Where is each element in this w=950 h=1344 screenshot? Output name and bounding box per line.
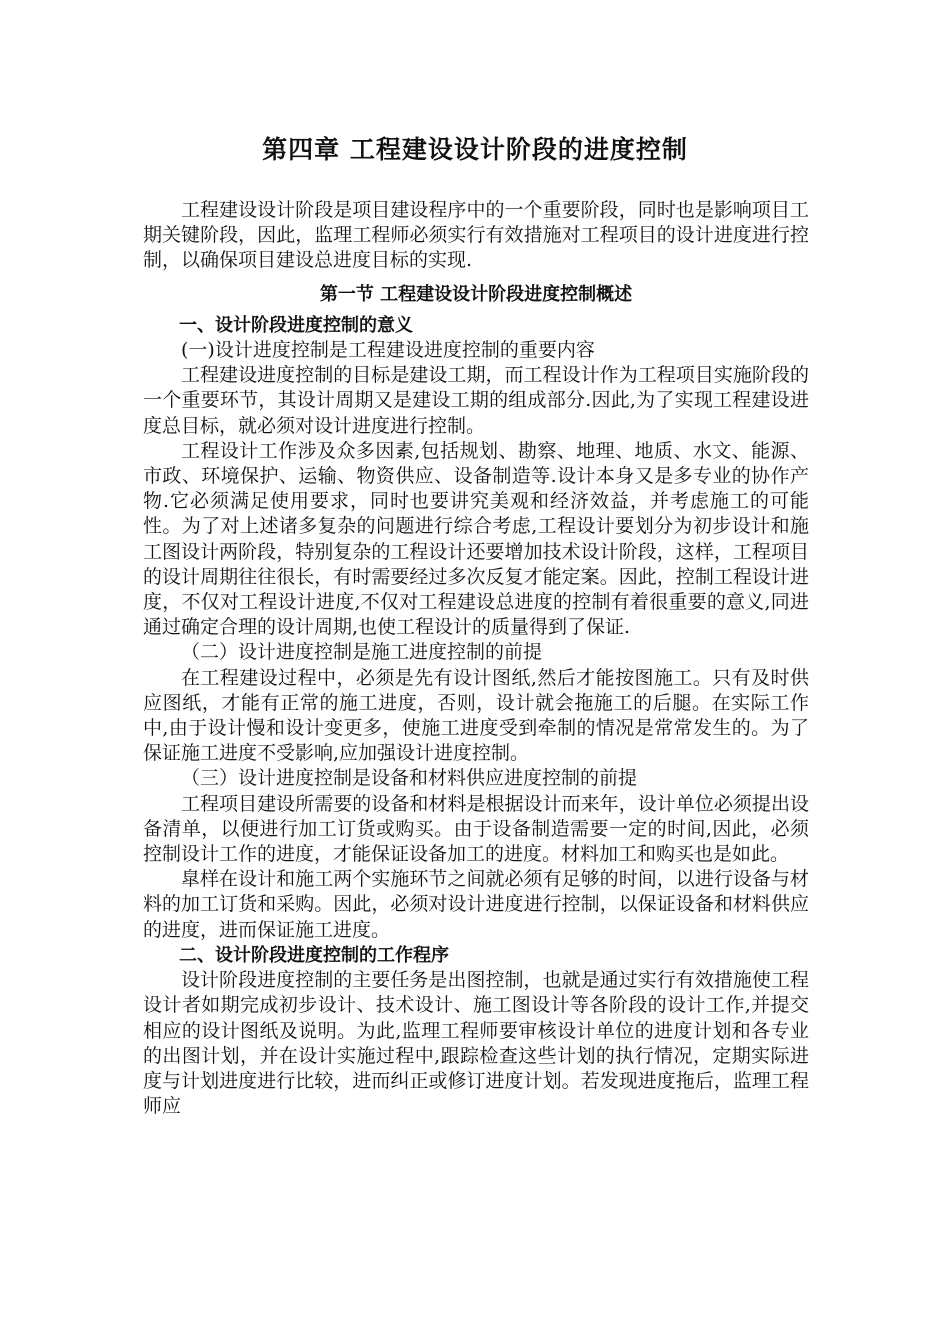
- document-body: [143, 198, 809, 1119]
- section-title: 第一节 工程建设设计阶段进度控制概述: [319, 283, 633, 305]
- subheading-2: （二）设计进度控制是施工进度控制的前提: [181, 641, 543, 664]
- heading-procedure: 二、设计阶段进度控制的工作程序: [179, 944, 449, 966]
- subheading-1: (一)设计进度控制是工程建设进度控制的重要内容: [181, 339, 595, 362]
- paragraph-6: 设计阶段进度控制的主要任务是出图控制，也就是通过实行有效措施使工程设计者如期完成初步设计、技术设计、施工图设计等各阶段的设计工作,并提交相应的设计图纸及说明。为此,监理工程师要审核设计单位的进度计划和各专业的出图计划，并在设计实施过程中,跟踪检查这些计划的执行情况，定期实际进度与计划进度进行比较，进而纠正或修订进度计划。若发现进度拖后，监理工程师应: [143, 969, 809, 1118]
- chapter-title: 第四章 工程建设设计阶段的进度控制: [262, 135, 688, 164]
- subheading-3: （三）设计进度控制是设备和材料供应进度控制的前提: [181, 767, 638, 790]
- paragraph-2: 工程设计工作涉及众多因素,包括规划、勘察、地理、地质、水文、能源、市政、环境保护、运输、物资供应、设备制造等.设计本身又是多专业的协作产物.它必须满足使用要求，同时也要讲究美观和经济效益，并考虑施工的可能性。为了对上述诸多复杂的问题进行综合考虑,工程设计要划分为初步设计和施工图设计两阶段，特别复杂的工程设计还要增加技术设计阶段，这样，工程项目的设计周期往往很长，有时需要经过多次反复才能定案。因此，控制工程设计进度，不仅对工程设计进度,不仅对工程建设总进度的控制有着很重要的意义,同进通过确定合理的设计周期,也使工程设计的质量得到了保证.: [143, 439, 809, 639]
- paragraph-1: 工程建设进度控制的目标是建设工期，而工程设计作为工程项目实施阶段的一个重要环节，其设计周期又是建设工期的组成部分.因此,为了实现工程建设进度总目标，就必须对设计进度进行控制。: [143, 364, 809, 437]
- paragraph-3: 在工程建设过程中，必须是先有设计图纸,然后才能按图施工。只有及时供应图纸，才能有正常的施工进度，否则，设计就会拖施工的后腿。在实际工作中,由于设计慢和设计变更多，使施工进度受到牵制的情况是常常发生的。为了保证施工进度不受影响,应加强设计进度控制。: [143, 666, 809, 765]
- heading-significance: 一、设计阶段进度控制的意义: [179, 314, 413, 336]
- paragraph-4: 工程项目建设所需要的设备和材料是根据设计而来年，设计单位必须提出设备清单，以便进行加工订货或购买。由于设备制造需要一定的时间,因此，必须控制设计工作的进度，才能保证设备加工的进度。材料加工和购买也是如此。: [143, 792, 809, 866]
- paragraph-5: 皐样在设计和施工两个实施环节之间就必须有足够的时间，以进行设备与材料的加工订货和采购。因此，必须对设计进度进行控制，以保证设备和材料供应的进度，进而保证施工进度。: [143, 868, 809, 941]
- intro-paragraph: 工程建设设计阶段是项目建设程序中的一个重要阶段，同时也是影响项目工期关键阶段，因此，监理工程师必须实行有效措施对工程项目的设计进度进行控制，以确保项目建设总进度目标的实现.: [143, 199, 809, 272]
